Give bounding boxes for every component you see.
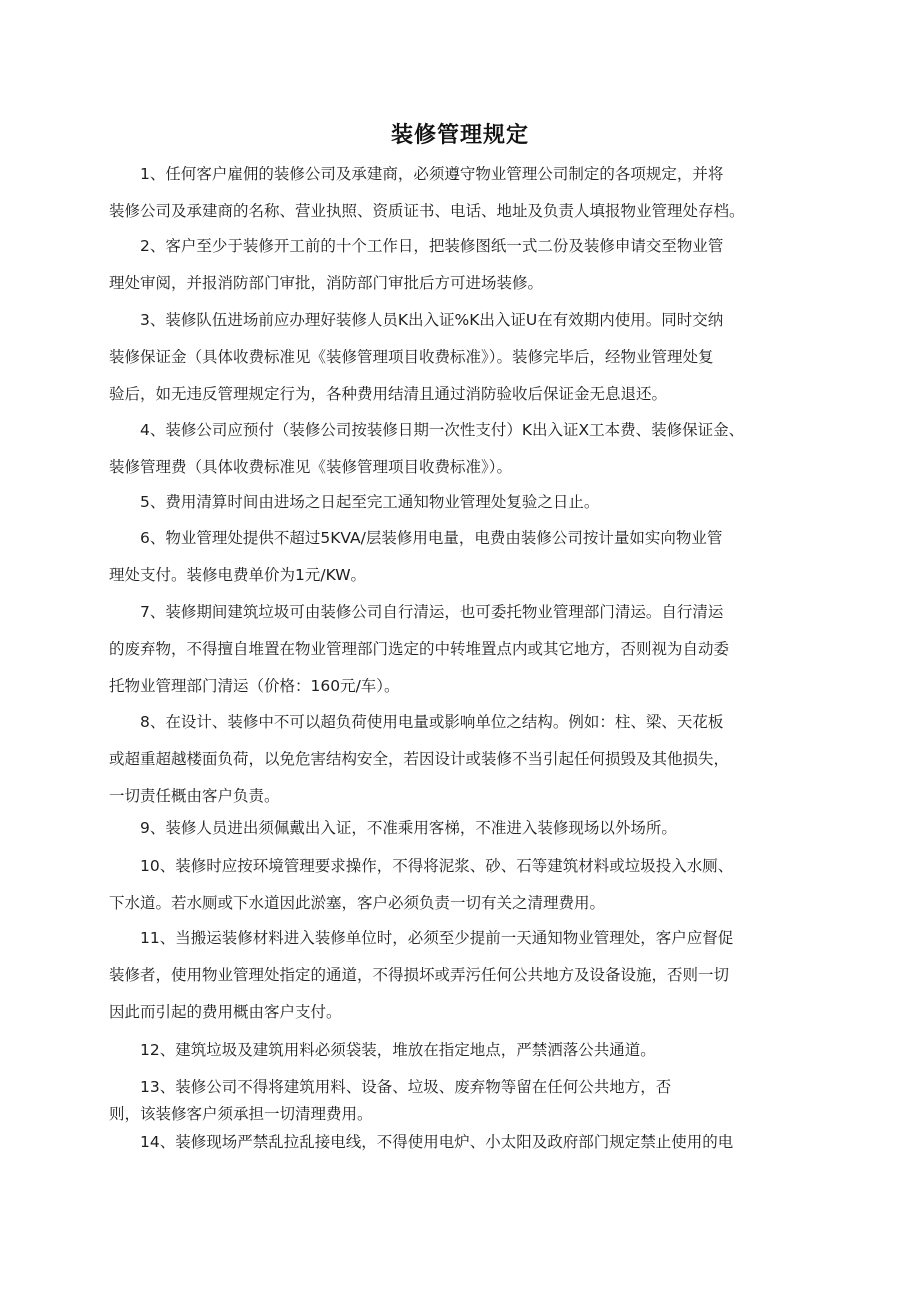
paragraph-line: 装修者，使用物业管理处指定的通道，不得损坏或弄污任何公共地方及设备设施，否则一切 xyxy=(109,966,730,984)
paragraph-5 xyxy=(109,484,799,521)
paragraph-line: 2、客户至少于装修开工前的十个工作日，把装修图纸一式二份及装修申请交至物业管 xyxy=(140,237,724,255)
paragraph-line: 的废弃物，不得擅自堆置在物业管理部门选定的中转堆置点内或其它地方，否则视为自动委 xyxy=(109,640,730,658)
paragraph-line: 5、费用清算时间由进场之日起至完工通知物业管理处复验之日止。 xyxy=(140,493,600,511)
paragraph-line: 理处支付。装修电费单价为1元/KW。 xyxy=(109,566,367,584)
paragraph-line: 装修管理费（具体收费标准见《装修管理项目收费标准》）。 xyxy=(109,458,513,476)
paragraph-9 xyxy=(109,810,799,847)
paragraph-line: 装修保证金（具体收费标准见《装修管理项目收费标准》）。装修完毕后，经物业管理处复 xyxy=(109,348,714,366)
paragraph-12 xyxy=(109,1032,799,1069)
paragraph-line: 13、装修公司不得将建筑用料、设备、垃圾、废弃物等留在任何公共地方，否 xyxy=(140,1078,672,1096)
paragraph-line: 12、建筑垃圾及建筑用料必须袋装，堆放在指定地点，严禁洒落公共通道。 xyxy=(140,1041,656,1059)
paragraph-13 xyxy=(109,1074,799,1128)
paragraph-line: 下水道。若水厕或下水道因此淤塞，客户必须负责一切有关之清理费用。 xyxy=(109,894,606,912)
paragraph-7 xyxy=(109,594,799,705)
paragraph-line: 7、装修期间建筑垃圾可由装修公司自行清运，也可委托物业管理部门清运。自行清运 xyxy=(140,603,724,621)
paragraph-line: 理处审阅，并报消防部门审批，消防部门审批后方可进场装修。 xyxy=(109,274,544,292)
paragraph-line: 1、任何客户雇佣的装修公司及承建商，必须遵守物业管理公司制定的各项规定，并将 xyxy=(140,165,724,183)
paragraph-line: 3、装修队伍进场前应办理好装修人员K出入证%K出入证U在有效期内使用。同时交纳 xyxy=(140,311,724,329)
paragraph-6 xyxy=(109,520,799,594)
paragraph-line: 6、物业管理处提供不超过5KVA/层装修用电量，电费由装修公司按计量如实向物业管 xyxy=(140,529,723,547)
paragraph-line: 验后，如无违反管理规定行为，各种费用结清且通过消防验收后保证金无息退还。 xyxy=(109,385,668,403)
paragraph-line: 托物业管理部门清运（价格：160元/车）。 xyxy=(109,677,400,695)
paragraph-11 xyxy=(109,920,799,1031)
paragraph-4 xyxy=(109,412,799,486)
document-title: 装修管理规定 xyxy=(390,123,529,148)
paragraph-10 xyxy=(109,848,799,922)
paragraph-line: 则，该装修客户须承担一切清理费用。 xyxy=(109,1105,373,1123)
paragraph-14 xyxy=(109,1124,799,1161)
paragraph-line: 10、装修时应按环境管理要求操作，不得将泥浆、砂、石等建筑材料或垃圾投入水厕、 xyxy=(140,857,734,875)
paragraph-line: 因此而引起的费用概由客户支付。 xyxy=(109,1003,342,1021)
paragraph-line: 8、在设计、装修中不可以超负荷使用电量或影响单位之结构。例如：柱、梁、天花板 xyxy=(140,713,724,731)
paragraph-line: 或超重超越楼面负荷，以免危害结构安全，若因设计或装修不当引起任何损毁及其他损失， xyxy=(109,750,730,768)
paragraph-line: 9、装修人员进出须佩戴出入证，不准乘用客梯，不准进入装修现场以外场所。 xyxy=(140,819,677,837)
paragraph-1 xyxy=(109,156,799,230)
paragraph-2 xyxy=(109,228,799,302)
paragraph-line: 11、当搬运装修材料进入装修单位时，必须至少提前一天通知物业管理处，客户应督促 xyxy=(140,929,734,947)
paragraph-3 xyxy=(109,302,799,413)
paragraph-line: 装修公司及承建商的名称、营业执照、资质证书、电话、地址及负责人填报物业管理处存档。 xyxy=(109,202,745,220)
paragraph-line: 14、装修现场严禁乱拉乱接电线，不得使用电炉、小太阳及政府部门规定禁止使用的电 xyxy=(140,1133,734,1151)
paragraph-line: 4、装修公司应预付（装修公司按装修日期一次性支付）K出入证X工本费、装修保证金、 xyxy=(140,421,745,439)
paragraph-line: 一切责任概由客户负责。 xyxy=(109,787,280,805)
paragraph-8 xyxy=(109,704,799,815)
